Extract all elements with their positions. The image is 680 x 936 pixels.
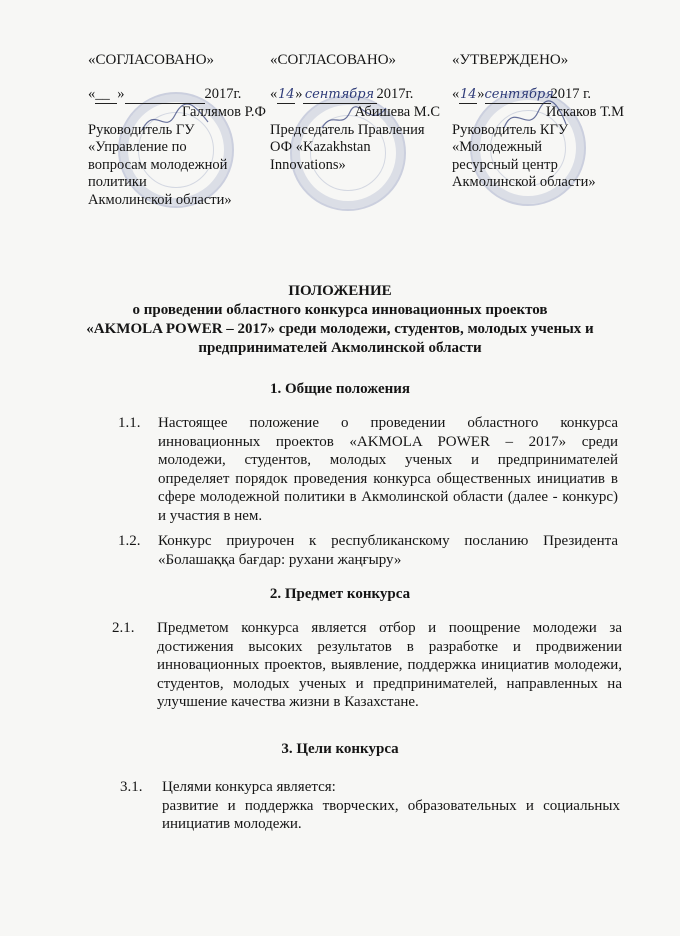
approval-name: Абишева М.С <box>354 104 440 120</box>
clause-text: Настоящее положение о проведении областного конкурса инновационных проектов «AKMOLA POWER – 2017» среди молодежи, студентов, молодых ученых и предпринимателей определяет порядок проведения конкурса общественных инициатив в сфере молодежной политики в Акмолинской области (далее - конкурс) и участия в нем. <box>158 415 618 524</box>
approval-heading: «УТВЕРЖДЕНО» <box>452 52 569 68</box>
clause-text: Предметом конкурса является отбор и поощрение молодежи за достижения высоких результатов в разработке и продвижении инновационных проектов, выявление, поддержка инициатив молодежи, студентов, молодых ученых и предпринимателей, направленных на улучшение качества жизни в Казахстане. <box>157 620 622 710</box>
clause-text: Конкурс приурочен к республиканскому посланию Президента «Болашаққа бағдар: рухани жаңғыру» <box>158 533 618 568</box>
clause-2-1 <box>112 619 622 714</box>
approval-line: Innovations» <box>270 156 346 173</box>
approval-line: Руководитель КГУ <box>452 121 569 138</box>
title-subline: «AKMOLA POWER – 2017» среди молодежи, студентов, молодых ученых и <box>86 321 594 337</box>
clause-number: 1.2. <box>118 533 141 549</box>
approval-line: «Молодежный <box>452 139 543 155</box>
date-month-blank <box>125 86 205 105</box>
approval-line: Акмолинской области» <box>452 174 596 190</box>
clause-1-2 <box>118 532 618 570</box>
date-year: 2017г. <box>204 85 242 102</box>
date-year: 2017 г. <box>550 85 592 102</box>
title-subline: о проведении областного конкурса инновационных проектов <box>132 302 548 318</box>
approval-heading: «СОГЛАСОВАНО» <box>88 52 215 68</box>
title-subline: предпринимателей Акмолинской области <box>198 340 482 356</box>
section-heading: 2. Предмет конкурса <box>269 586 411 602</box>
approval-name: Галлямов Р.Ф <box>182 104 266 120</box>
date-day: __ <box>95 86 117 105</box>
approval-name: Искаков Т.М <box>545 104 624 120</box>
section-heading: 3. Цели конкурса <box>281 741 399 757</box>
clause-continuation: развитие и поддержка творческих, образовательных и социальных инициатив молодежи. <box>162 797 620 832</box>
approval-line: Председатель Правления <box>270 121 425 138</box>
clause-intro: Целями конкурса является: <box>162 779 336 795</box>
date-year: 2017г. <box>376 85 414 102</box>
date-month: сентября <box>303 86 377 105</box>
title-heading: ПОЛОЖЕНИЕ <box>288 283 392 299</box>
date-day: 14 <box>459 86 477 105</box>
approval-line: ресурсный центр <box>452 156 558 173</box>
clause-number: 3.1. <box>120 779 143 795</box>
approval-date: «__ » 2017г. <box>88 86 266 105</box>
approval-heading: «СОГЛАСОВАНО» <box>270 52 397 68</box>
section-heading: 1. Общие положения <box>269 381 411 397</box>
date-month: сентября <box>485 86 551 105</box>
clause-number: 1.1. <box>118 415 141 431</box>
clause-text <box>162 778 620 834</box>
approval-line: политики <box>88 174 147 190</box>
approval-block-3 <box>452 52 624 192</box>
approval-line: «Управление по <box>88 139 187 155</box>
approval-line: вопросам молодежной <box>88 156 228 173</box>
approval-block-1 <box>88 52 266 209</box>
date-day: 14 <box>277 86 295 105</box>
clause-3-1 <box>120 778 620 838</box>
approval-line: ОФ «Kazakhstan <box>270 139 371 155</box>
approval-block-2 <box>270 52 440 174</box>
clause-1-1 <box>118 414 618 529</box>
approval-date: «14» сентября 2017г. <box>270 86 440 105</box>
approval-line: Акмолинской области» <box>88 191 232 208</box>
approval-date: «14»сентября2017 г. <box>452 86 624 105</box>
clause-number: 2.1. <box>112 620 135 636</box>
approval-line: Руководитель ГУ <box>88 121 195 138</box>
document-title <box>0 282 680 358</box>
